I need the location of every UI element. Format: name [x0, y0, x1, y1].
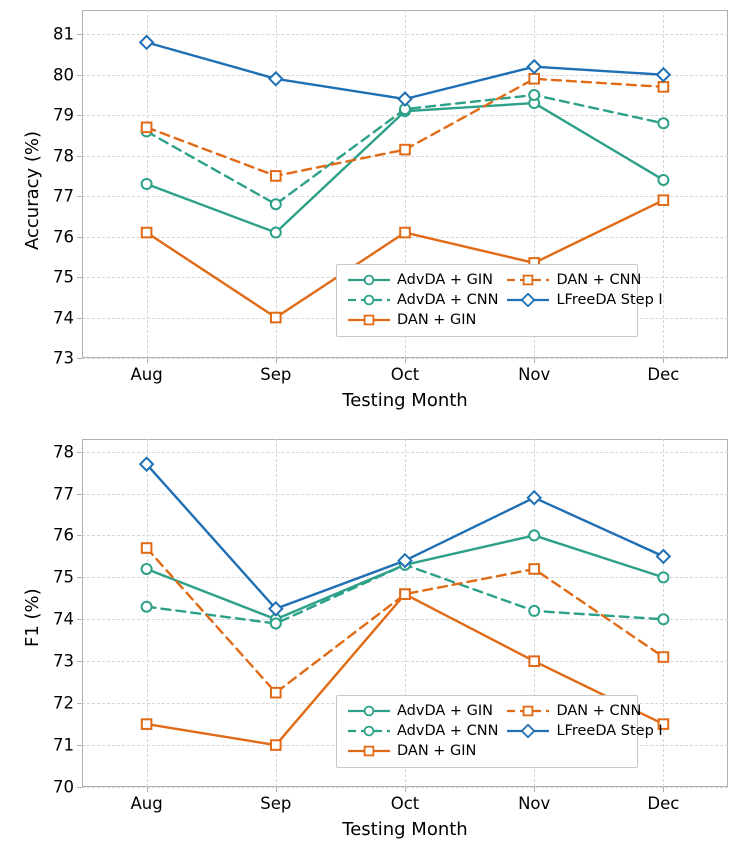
data-point-marker — [529, 564, 539, 574]
legend-swatch — [347, 724, 391, 738]
y-tick-label: 73 — [53, 651, 74, 671]
data-point-marker — [658, 175, 668, 185]
y-tick-label: 71 — [53, 735, 74, 755]
data-point-marker — [142, 602, 152, 612]
data-point-marker — [142, 543, 152, 553]
data-point-marker — [659, 82, 669, 92]
accuracy-legend — [336, 264, 663, 337]
legend-label: DAN + GIN — [397, 312, 477, 328]
legend-spacer — [506, 312, 662, 328]
legend-label: AdvDA + GIN — [397, 272, 494, 288]
legend-item — [347, 292, 498, 308]
y-tick-label: 70 — [53, 777, 74, 797]
legend-item — [506, 272, 662, 288]
f1-xaxis-title: Testing Month — [342, 819, 468, 840]
x-tick-label: Dec — [647, 794, 680, 813]
x-tick-label: Oct — [390, 794, 420, 813]
x-tick-label: Aug — [130, 794, 163, 813]
legend-label: LFreeDA Step I — [556, 292, 663, 308]
y-tick-mark — [77, 661, 82, 662]
x-tick-mark — [276, 787, 277, 792]
x-tick-mark — [663, 787, 664, 792]
x-tick-label: Sep — [260, 794, 292, 813]
legend-label: LFreeDA Step I — [556, 723, 663, 739]
legend-swatch — [347, 704, 391, 718]
y-tick-mark — [77, 196, 82, 197]
data-point-marker — [271, 199, 281, 209]
f1-legend-grid — [347, 703, 663, 759]
data-point-marker — [271, 171, 281, 181]
data-point-marker — [271, 740, 281, 750]
y-tick-label: 72 — [53, 693, 74, 713]
y-tick-label: 77 — [53, 484, 74, 503]
legend-swatch — [506, 704, 550, 718]
legend-label: AdvDA + CNN — [397, 292, 499, 308]
y-tick-mark — [77, 787, 82, 788]
data-point-marker — [271, 313, 281, 323]
legend-item — [347, 272, 498, 288]
data-point-marker — [400, 145, 410, 155]
data-point-marker — [529, 530, 539, 540]
legend-item — [506, 723, 662, 739]
data-point-marker — [659, 652, 669, 662]
f1-yaxis-title: F1 (%) — [22, 588, 43, 647]
y-tick-label: 73 — [53, 348, 74, 368]
x-tick-mark — [405, 787, 406, 792]
legend-item — [347, 703, 498, 719]
legend-swatch — [347, 313, 391, 327]
legend-item — [347, 743, 498, 759]
data-point-marker — [529, 606, 539, 616]
y-tick-label: 75 — [53, 267, 74, 287]
y-tick-mark — [77, 237, 82, 238]
y-tick-label: 78 — [53, 146, 74, 166]
data-point-marker — [271, 688, 281, 698]
x-tick-label: Oct — [390, 365, 420, 384]
accuracy-legend-grid — [347, 272, 663, 328]
data-point-marker — [529, 90, 539, 100]
x-tick-mark — [534, 787, 535, 792]
x-tick-mark — [276, 358, 277, 363]
accuracy-chart — [0, 0, 747, 429]
x-tick-mark — [147, 358, 148, 363]
data-point-marker — [269, 72, 282, 85]
accuracy-yaxis-title: Accuracy (%) — [22, 130, 43, 250]
y-tick-label: 80 — [53, 65, 74, 85]
data-point-marker — [658, 572, 668, 582]
legend-item — [506, 292, 662, 308]
x-tick-mark — [663, 358, 664, 363]
x-tick-label: Nov — [518, 365, 551, 384]
y-tick-mark — [77, 358, 82, 359]
data-point-marker — [140, 36, 153, 49]
legend-swatch — [347, 293, 391, 307]
data-point-marker — [400, 228, 410, 238]
y-tick-mark — [77, 318, 82, 319]
y-tick-mark — [77, 745, 82, 746]
legend-item — [506, 703, 662, 719]
data-point-marker — [271, 618, 281, 628]
gridline-vertical — [663, 439, 664, 787]
x-tick-label: Aug — [130, 365, 163, 384]
y-tick-mark — [77, 703, 82, 704]
y-tick-label: 78 — [53, 442, 74, 462]
data-point-marker — [142, 564, 152, 574]
legend-label: DAN + GIN — [397, 743, 477, 759]
legend-swatch — [506, 293, 550, 307]
legend-label: AdvDA + GIN — [397, 703, 494, 719]
data-point-marker — [400, 589, 410, 599]
f1-series-layer — [82, 439, 382, 589]
y-tick-label: 75 — [53, 567, 74, 587]
legend-item — [347, 312, 498, 328]
y-tick-mark — [77, 277, 82, 278]
legend-spacer — [506, 743, 662, 759]
y-tick-label: 79 — [53, 105, 74, 125]
data-point-marker — [659, 195, 669, 205]
x-tick-label: Nov — [518, 794, 551, 813]
data-point-marker — [658, 614, 668, 624]
accuracy-xaxis-title: Testing Month — [342, 390, 468, 411]
y-tick-label: 74 — [53, 609, 74, 629]
data-point-marker — [142, 123, 152, 133]
legend-label: DAN + CNN — [556, 272, 642, 288]
y-tick-label: 74 — [53, 308, 74, 328]
data-point-marker — [142, 719, 152, 729]
y-tick-label: 76 — [53, 525, 74, 545]
data-point-marker — [529, 74, 539, 84]
x-tick-mark — [147, 787, 148, 792]
legend-swatch — [347, 744, 391, 758]
data-point-marker — [142, 179, 152, 189]
data-point-marker — [529, 656, 539, 666]
f1-chart — [0, 429, 747, 859]
accuracy-series-layer — [82, 10, 382, 160]
x-tick-label: Dec — [647, 365, 680, 384]
data-point-marker — [271, 228, 281, 238]
legend-item — [347, 723, 498, 739]
data-point-marker — [658, 118, 668, 128]
y-tick-label: 77 — [53, 186, 74, 206]
x-tick-mark — [534, 358, 535, 363]
legend-label: AdvDA + CNN — [397, 723, 499, 739]
x-tick-mark — [405, 358, 406, 363]
legend-swatch — [506, 273, 550, 287]
legend-swatch — [347, 273, 391, 287]
y-tick-label: 81 — [53, 24, 74, 44]
legend-label: DAN + CNN — [556, 703, 642, 719]
data-point-marker — [142, 228, 152, 238]
legend-swatch — [506, 724, 550, 738]
x-tick-label: Sep — [260, 365, 292, 384]
f1-legend — [336, 695, 663, 768]
y-tick-mark — [77, 619, 82, 620]
y-tick-label: 76 — [53, 227, 74, 247]
